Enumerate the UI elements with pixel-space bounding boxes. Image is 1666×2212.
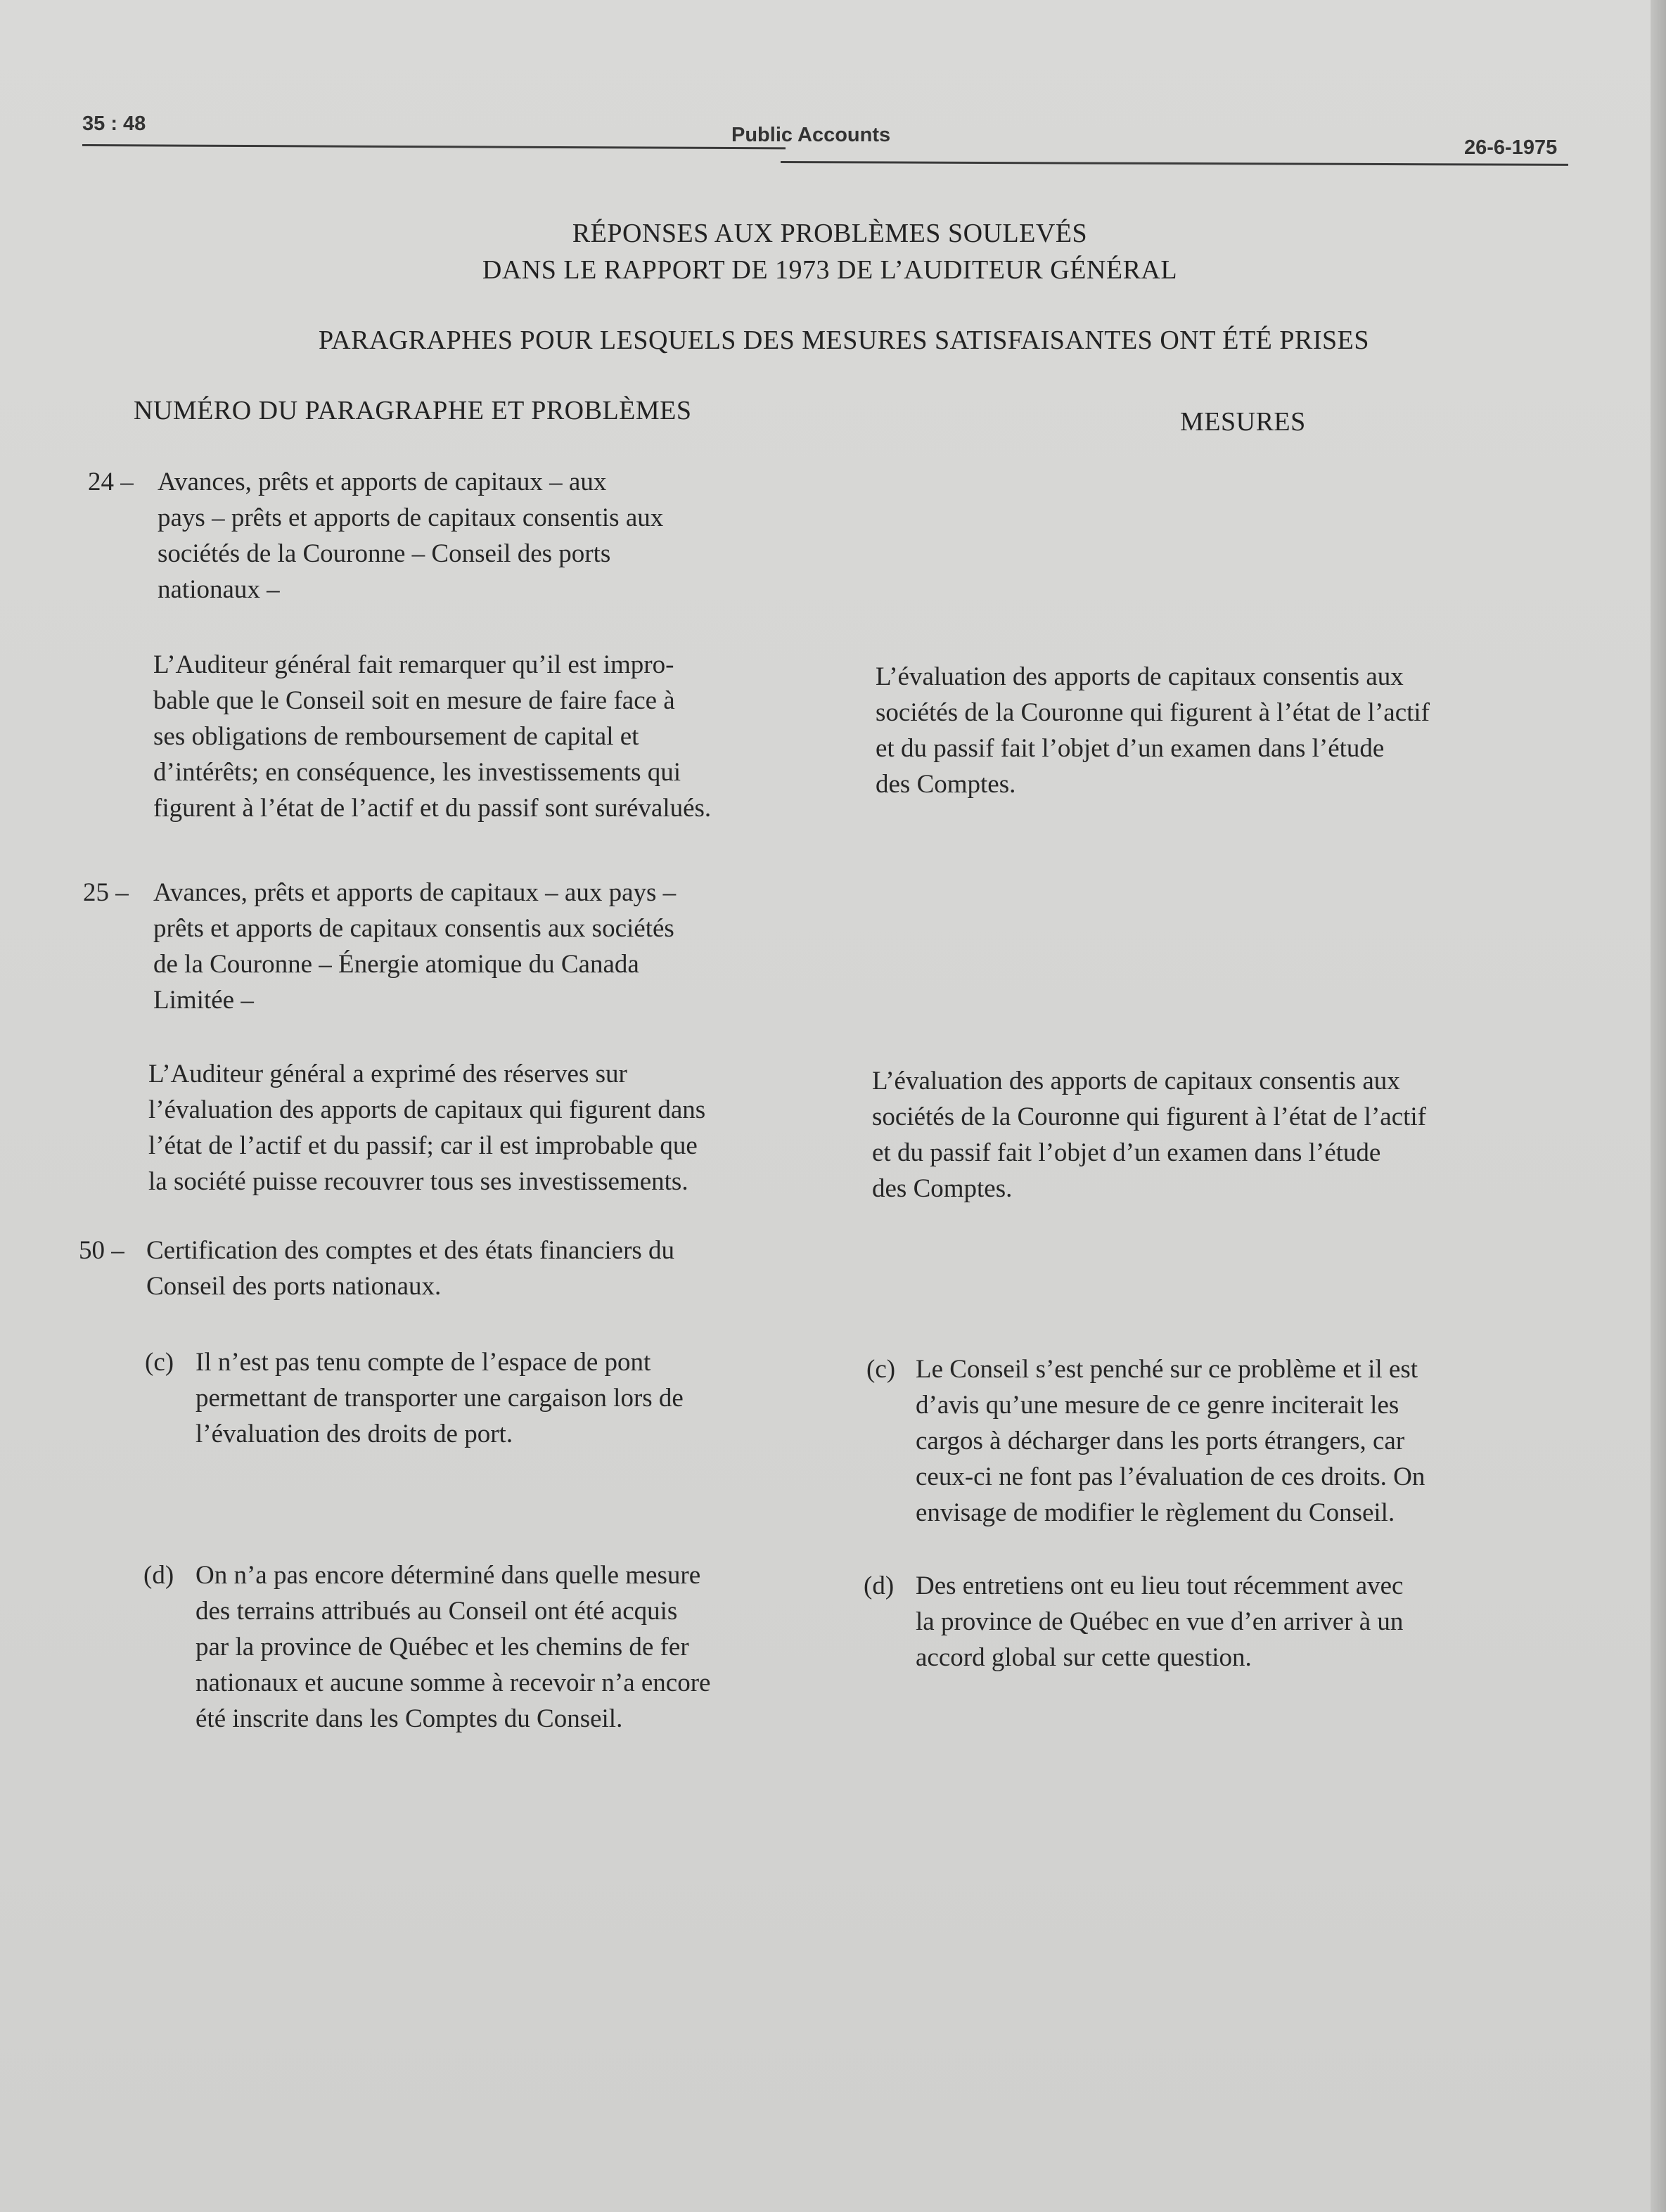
- page-edge: [1651, 0, 1666, 2212]
- paragraph-problem: L’Auditeur général a exprimé des réserves sur l’évaluation des apports de capitaux qui figurent dans l’état de l’actif et du passif; car il est improbable que la société puisse recouvrer tous ses investissements.: [148, 1060, 706, 1196]
- page-number: 35 : 48: [82, 112, 146, 135]
- item-measure: Des entretiens ont eu lieu tout récemment avec la province de Québec en vue d’en arriver à un accord global sur cette question.: [916, 1571, 1404, 1672]
- right-column-heading: MESURES: [1180, 407, 1306, 437]
- publication-date: 26-6-1975: [1464, 136, 1558, 159]
- section-title: PARAGRAPHES POUR LESQUELS DES MESURES SATISFAISANTES ONT ÉTÉ PRISES: [319, 326, 1369, 355]
- title-line-2: DANS LE RAPPORT DE 1973 DE L’AUDITEUR GÉNÉRAL: [482, 255, 1178, 285]
- item-measure: Le Conseil s’est penché sur ce problème et il est d’avis qu’une mesure de ce genre inciterait les cargos à décharger dans les ports étrangers, car ceux-ci ne font pas l’évaluation de ces droits. On envisage de modifier le règlement du Conseil.: [916, 1355, 1425, 1527]
- paragraph-problem: L’Auditeur général fait remarquer qu’il est impro- bable que le Conseil soit en mesure de faire face à ses obligations de remboursement de capital et d’intérêts; en conséquence, les investissements qui figurent à l’état de l’actif et du passif sont surévalués.: [153, 650, 712, 823]
- item-measure-label: (d): [864, 1571, 895, 1600]
- paragraph-title: Avances, prêts et apports de capitaux – aux pays – prêts et apports de capitaux consentis aux sociétés de la Couronne – Énergie atomique du Canada Limitée –: [153, 878, 677, 1015]
- header-rule-left: [82, 144, 786, 149]
- left-column-heading: NUMÉRO DU PARAGRAPHE ET PROBLÈMES: [134, 396, 692, 425]
- item-measure-label: (c): [866, 1355, 896, 1384]
- title-line-1: RÉPONSES AUX PROBLÈMES SOULEVÉS: [572, 219, 1088, 248]
- paragraph-measure: L’évaluation des apports de capitaux consentis aux sociétés de la Couronne qui figurent à l’état de l’actif et du passif fait l’objet d’un examen dans l’étude des Comptes.: [876, 662, 1430, 799]
- paragraph-number: 24 –: [88, 468, 134, 496]
- paragraph-title: Avances, prêts et apports de capitaux – aux pays – prêts et apports de capitaux consentis aux sociétés de la Couronne – Conseil des ports nationaux –: [158, 468, 664, 604]
- paragraph-number: 25 –: [83, 878, 129, 907]
- paragraph-number: 50 –: [79, 1236, 124, 1265]
- paragraph-title: Certification des comptes et des états financiers du Conseil des ports nationaux.: [146, 1236, 675, 1301]
- item-problem: Il n’est pas tenu compte de l’espace de pont permettant de transporter une cargaison lors de l’évaluation des droits de port.: [196, 1348, 684, 1448]
- paragraph-measure: L’évaluation des apports de capitaux consentis aux sociétés de la Couronne qui figurent à l’état de l’actif et du passif fait l’objet d’un examen dans l’étude des Comptes.: [872, 1067, 1427, 1203]
- item-problem: On n’a pas encore déterminé dans quelle mesure des terrains attribués au Conseil ont été acquis par la province de Québec et les chemins de fer nationaux et aucune somme à recevoir n’a encore été inscrite dans les Comptes du Conseil.: [196, 1561, 711, 1733]
- item-label: (d): [143, 1561, 174, 1590]
- item-label: (c): [145, 1348, 174, 1377]
- header-rule-right: [781, 161, 1568, 166]
- publication-title: Public Accounts: [731, 124, 891, 146]
